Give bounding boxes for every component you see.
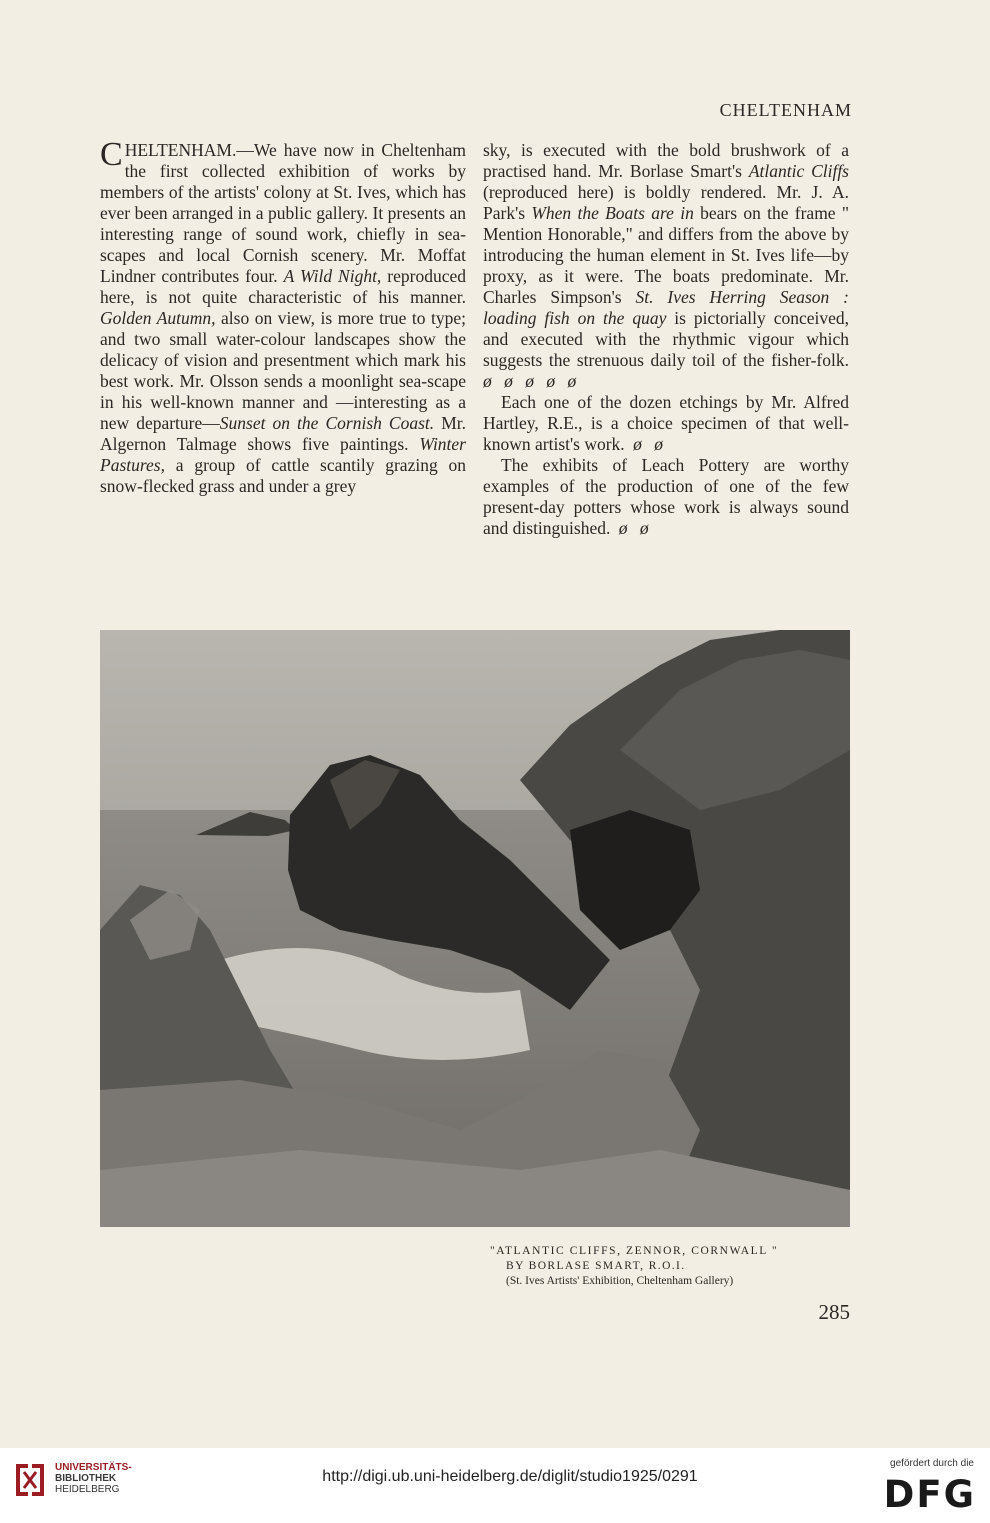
ornament: ø ø bbox=[624, 434, 667, 454]
painting-illustration bbox=[100, 630, 850, 1227]
page-number: 285 bbox=[818, 1300, 850, 1324]
painting-reproduction bbox=[100, 630, 850, 1227]
right-paragraph-1: sky, is executed with the bold brushwork of a practised hand. Mr. Borlase Smart's Atlantic Cliffs (reproduced here) is boldly rendered. Mr. J. A. Park's When the Boats are in bears on the frame " Mention Honorable," and differs from the above by introducing the human element in St. Ives life—by proxy, as it were. The boats predominate. Mr. Charles Simpson's St. Ives Herring Season : loading fish on the quay is pictorially conceived, and executed with the rhythmic vigour which suggests the strenuous daily toil of the fisher-folk. ø ø ø ø ø bbox=[483, 140, 850, 391]
permalink-url[interactable]: http://digi.ub.uni-heidelberg.de/diglit/studio1925/0291 bbox=[322, 1468, 698, 1485]
university-library-name: UNIVERSITÄTS- BIBLIOTHEK HEIDELBERG bbox=[55, 1462, 132, 1495]
ornament: ø ø bbox=[610, 518, 653, 538]
right-paragraph-3: The exhibits of Leach Pottery are worthy examples of the production of one of the few present-day potters whose work is always sound and distinguished. ø ø bbox=[483, 455, 849, 538]
drop-cap: C bbox=[100, 136, 123, 173]
caption-artist: BY BORLASE SMART, R.O.I. bbox=[506, 1260, 686, 1272]
caption-source: (St. Ives Artists' Exhibition, Cheltenham Gallery) bbox=[506, 1275, 734, 1287]
dfg-logo[interactable]: DFG bbox=[883, 1473, 976, 1516]
caption-title: "ATLANTIC CLIFFS, ZENNOR, CORNWALL " bbox=[490, 1245, 779, 1257]
right-column bbox=[483, 140, 849, 539]
funding-label: gefördert durch die bbox=[890, 1458, 974, 1469]
running-head: CHELTENHAM bbox=[719, 100, 852, 120]
left-paragraph: CHELTENHAM.—We have now in Cheltenham the first collected exhibition of works by members of the artists' colony at St. Ives, which has ever been arranged in a public gallery. It presents an interesting range of sound work, chiefly in sea-scapes and local Cornish scenery. Mr. Moffat Lindner contributes four. A Wild Night, reproduced here, is not quite characteristic of his manner. Golden Autumn, also on view, is more true to type; and two small water-colour landscapes show the delicacy of vision and presentment which mark his best work. Mr. Olsson sends a moonlight sea-scape in his well-known manner and —interesting as a new departure—Sunset on the Cornish Coast. Mr. Algernon Talmage shows five paintings. Winter Pastures, a group of cattle scantily grazing on snow-flecked grass and under a grey bbox=[100, 136, 466, 496]
figure-caption bbox=[490, 1244, 850, 1289]
left-column bbox=[100, 136, 466, 497]
university-library-logo[interactable] bbox=[12, 1460, 48, 1500]
right-paragraph-2: Each one of the dozen etchings by Mr. Alfred Hartley, R.E., is a choice specimen of that well-known artist's work. ø ø bbox=[483, 392, 849, 454]
ornament: ø ø ø ø ø bbox=[483, 371, 581, 391]
